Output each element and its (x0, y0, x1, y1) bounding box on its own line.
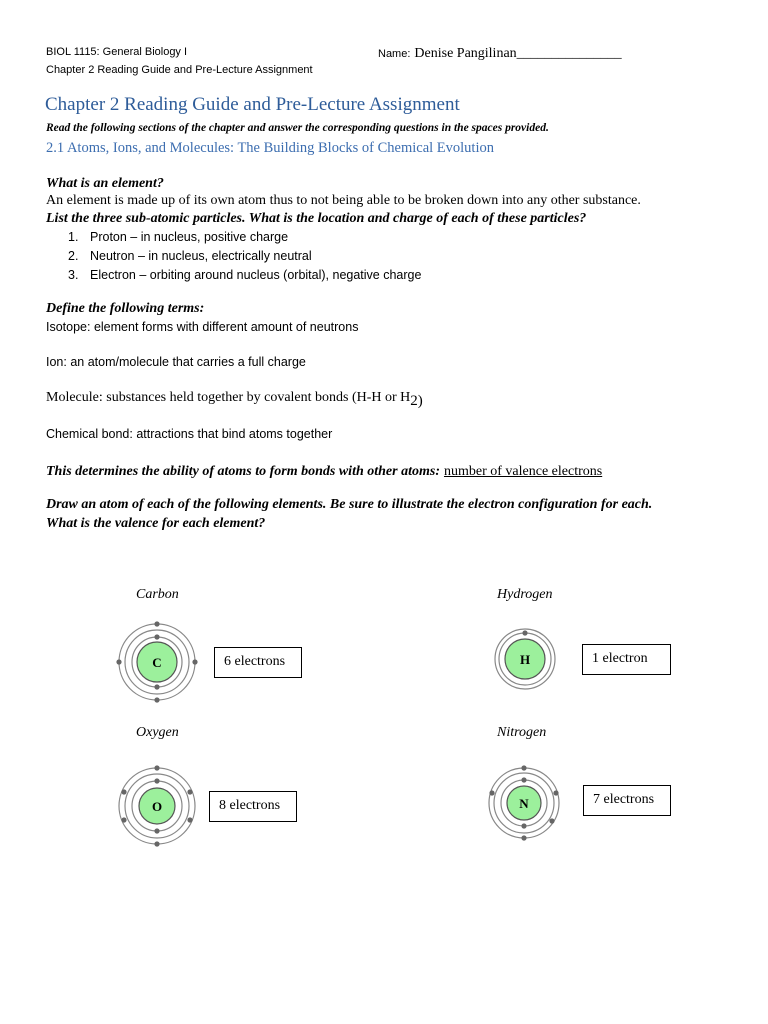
list-item (68, 249, 312, 263)
molecule-subscript: 2) (410, 393, 423, 409)
carbon-label: Carbon (136, 587, 179, 602)
electron (154, 841, 159, 846)
hydrogen-electron-count: 1 electron (582, 644, 671, 675)
question-draw-atoms-line1: Draw an atom of each of the following elements. Be sure to illustrate the electron configuration for each. (46, 497, 653, 512)
electron (187, 817, 192, 822)
student-name-field (378, 44, 622, 62)
list-text: Electron – orbiting around nucleus (orbital), negative charge (90, 268, 422, 282)
oxygen-electron-count: 8 electrons (209, 791, 297, 822)
term-chemical-bond: Chemical bond: attractions that bind atoms together (46, 427, 333, 441)
electron (154, 697, 159, 702)
electron (121, 817, 126, 822)
molecule-text: Molecule: substances held together by covalent bonds (H-H or H (46, 390, 411, 405)
question-element: What is an element? (46, 176, 164, 191)
student-name: Denise Pangilinan (414, 46, 517, 61)
nitrogen-atom-diagram (486, 765, 562, 841)
hydrogen-symbol: H (519, 652, 531, 667)
question-draw-atoms-line2: What is the valence for each element? (46, 516, 266, 531)
instructions: Read the following sections of the chapter and answer the corresponding questions in the spaces provided. (46, 122, 549, 134)
nitrogen-label: Nitrogen (497, 725, 547, 740)
electron (116, 659, 121, 664)
page-title: Chapter 2 Reading Guide and Pre-Lecture Assignment (45, 94, 460, 115)
answer-element: An element is made up of its own atom thus to not being able to be broken down into any other substance. (46, 193, 641, 208)
electron (154, 765, 159, 770)
term-isotope: Isotope: element forms with different amount of neutrons (46, 320, 359, 334)
question-subatomic: List the three sub-atomic particles. What is the location and charge of each of these particles? (46, 211, 587, 226)
list-text: Neutron – in nucleus, electrically neutral (90, 249, 312, 263)
hydrogen-label: Hydrogen (497, 587, 553, 602)
list-number: 1. (68, 230, 79, 244)
question-define-terms: Define the following terms: (46, 301, 205, 316)
electron (192, 659, 197, 664)
electron (521, 777, 526, 782)
electron (522, 630, 527, 635)
carbon-atom-diagram (116, 621, 198, 703)
list-number: 3. (68, 268, 79, 282)
electron (521, 765, 526, 770)
list-text: Proton – in nucleus, positive charge (90, 230, 289, 244)
electron (187, 789, 192, 794)
answer-bonding: number of valence electrons (443, 464, 603, 479)
assignment-name: Chapter 2 Reading Guide and Pre-Lecture Assignment (46, 64, 313, 76)
nitrogen-electron-count: 7 electrons (583, 785, 671, 816)
electron (154, 828, 159, 833)
question-bonding-text: This determines the ability of atoms to form bonds with other atoms: (46, 464, 440, 479)
electron (553, 790, 558, 795)
electron (154, 684, 159, 689)
electron (154, 634, 159, 639)
term-ion: Ion: an atom/molecule that carries a full charge (46, 355, 306, 369)
course-name: BIOL 1115: General Biology I (46, 46, 188, 58)
electron (521, 835, 526, 840)
oxygen-label: Oxygen (136, 725, 179, 740)
name-underline: _______________ (516, 46, 622, 61)
electron (549, 818, 554, 823)
electron (121, 789, 126, 794)
section-title: 2.1 Atoms, Ions, and Molecules: The Building Blocks of Chemical Evolution (46, 140, 494, 156)
question-bonding (46, 462, 602, 480)
oxygen-symbol: O (151, 799, 163, 814)
electron (154, 778, 159, 783)
list-item (68, 230, 288, 244)
list-number: 2. (68, 249, 79, 263)
name-label: Name: (378, 48, 411, 60)
list-item (68, 268, 421, 282)
term-molecule (46, 389, 423, 409)
carbon-symbol: C (152, 655, 162, 670)
electron (521, 823, 526, 828)
hydrogen-atom-diagram (493, 627, 557, 691)
electron (154, 621, 159, 626)
carbon-electron-count: 6 electrons (214, 647, 302, 678)
nitrogen-symbol: N (519, 796, 529, 811)
oxygen-atom-diagram (116, 765, 198, 847)
electron (489, 790, 494, 795)
